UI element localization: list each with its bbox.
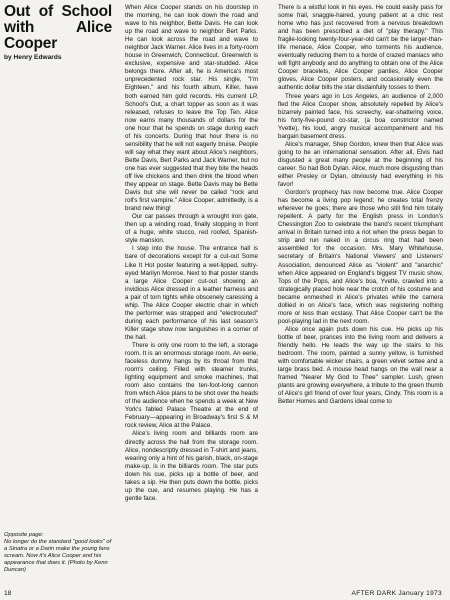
paragraph: Alice once again puts down his cue. He picks up his bottle of beer, prances into the living room and delivers a friendly hello. He leads the way up the stairs to his bedroom. The room, painted a sunny yellow, is furnished with comfortable wicker chairs, a green velvet settee and a large brass bed. A mouse head hangs on the wall near a framed "Nearer My God to Thee" sampler. Lush, green plants are growing everywhere, a tribute to the green thumb of Alice's girl friend of over four years, Cindy. This room is a Better Homes and Gardens ideal come to xyxy=(278,325,443,406)
caption-label: Opposite page: xyxy=(4,532,44,538)
paragraph: There is a wistful look in his eyes. He could easily pass for some frail, snaggle-haired, young patient at a chic rest home who has just recovered from a nervous breakdown and has been prescribed a diet of "play therapy." This fragile-looking twenty-four-year-old can't be the larger-than-life menace, Alice Cooper, who torments his audience, eventually reducing them to a horde of crazed maniacs who will fight anybody and do anything to obtain one of the Alice Cooper bracelets, Alice Cooper panties, Alice Cooper gloves, Alice Cooper posters, and occasionally even the authentic dollar bills the star disdainfully tosses to them. xyxy=(278,4,443,92)
paragraph: Gordon's prophecy has now become true. Alice Cooper has become a living pop legend; he creates total frenzy wherever he goes; there are those who still find him totally repellent. A party for the English press in London's Chessington Zoo to celebrate the band's recent triumphant arrival in Britain turned into a riot when the press began to strip and run naked in a circus ring that had been assembled for the occasion. Mrs. Mary Whitehouse, secretary of Britain's National Viewers' and Listeners' Association, denounced Alice as "violent" and "anarchic" when Alice appeared on England's biggest TV music show, Tops of the Pops, and Alice's boa, Yvette, crawled into a strategically placed hole near the crotch of his costume and became enmeshed in Alice's privates while the camera dollied in on Alice's face, which was registering nothing more or less than ecstasy. That Alice Cooper can't be the pool-playing lad in the next room. xyxy=(278,189,443,325)
paragraph: Alice's living room and billiards room are directly across the hall from the storage room. Alice, nondescriptly dressed in T-shirt and jeans, wearing only a hint of his garish, black, on-stage make-up, is in the billiards room. The star puts down his cue, picks up a bottle of beer, and takes a sip. He then puts down the bottle, picks up the cue, and resumes playing. He has a gentle face. xyxy=(125,430,258,502)
paragraph: Alice's manager, Shep Gordon, knew then that Alice was going to be an international sensation. After all, Elvis had disgusted a great many people at the beginning of his career. So had Bob Dylan. Alice, much more disgusting than either Presley or Dylan, obviously had everything in his favor! xyxy=(278,140,443,189)
paragraph: Three years ago in Los Angeles, an audience of 2,000 fled the Alice Cooper show, absolutely repelled by Alice's bizarrely painted face, his screechy, ear-shattering voice, his forty-five-pound co-star, (a boa constrictor named Yvette), his loud, angry musical accompaniment and his bargain basement dress. xyxy=(278,92,443,140)
blank-photo-area xyxy=(4,58,112,528)
photo-caption xyxy=(4,532,114,575)
paragraph: When Alice Cooper stands on his doorstep in the morning, he can look down the road and wave to his neighbor, Bette Davis. He can look up the road and wave to neighbor Bert Parks. He can look across the road and wave to neighbor Jack Warner. Alice lives in a forty-room house in Greenwich, Connecticut. Greenwich is exclusive, expensive and star-studded. Alice belongs there. After all, he is America's most unprecedented rock star. His single, "I'm Eighteen," and his fourth album, Killer, have both earned him gold records. His current LP, School's Out, a chart topper as soon as it was released, refuses to leave the Top Ten. Alice now earns many thousands of dollars for the one hour that he spends on stage during each of his concerts. During that hour there is no sensibility that he will not eagerly bruise. People will say what they want about Alice's neighbors, Bette Davis, Bert Parks and Jack Warner, but no one has ever suggested that they bite the heads off live chickens and then drink the blood when they appear on stage. Bette Davis may be Bette Davis but she will never be called "rock and roll's first vampire." Alice Cooper, admittedly, is a brand new thing! xyxy=(125,4,258,213)
article-byline: by Henry Edwards xyxy=(4,54,62,61)
paragraph: Our car passes through a wrought iron gate, then up a winding road, finally stopping in front of a huge, white stucco, red roofed, Spanish-style mansion. xyxy=(125,213,258,245)
body-column-2 xyxy=(125,4,258,503)
paragraph: I step into the house. The entrance hall is bare of decorations except for a cut-out Some Like It Hot poster featuring a wet-lipped, sultry-eyed Marilyn Monroe. Next to that poster stands a large Alice Cooper cut-out showing an invidious Alice dressed in a leather harness and a pair of torn tights while obscenely caressing a whip. The Alice Cooper electric chair in which the performer was strapped and "electrocuted" during each performance of his last season's Killer stage show now languishes in a corner of the hall. xyxy=(125,245,258,341)
body-column-3 xyxy=(278,4,443,406)
article-title: Out of School with Alice Cooper xyxy=(4,3,112,52)
page-number: 18 xyxy=(4,590,12,597)
caption-text: No longer do the standard "good looks" of a Sinatra or a Darin make the young fans scream. Now it's Alice Cooper and his appearance that does it. (Photo by Kenn Duncan) xyxy=(4,539,112,574)
page-footer xyxy=(0,589,450,599)
magazine-issue: AFTER DARK January 1973 xyxy=(351,590,442,597)
headline-column xyxy=(4,4,112,66)
paragraph: There is only one room to the left, a storage room. It is an enormous storage room. An eerie, faceless dummy hangs by its throat from that room's ceiling. Filled with steamer trunks, lighting equipment and smoke machines, that room also contains the ten-foot-long cannon from which Alice plans to be shot over the heads of the audience when he spends a week at New York's fabled Palace Theatre at the end of February—appearing in Broadway's first S & M rock review, Alice at the Palace. xyxy=(125,341,258,430)
